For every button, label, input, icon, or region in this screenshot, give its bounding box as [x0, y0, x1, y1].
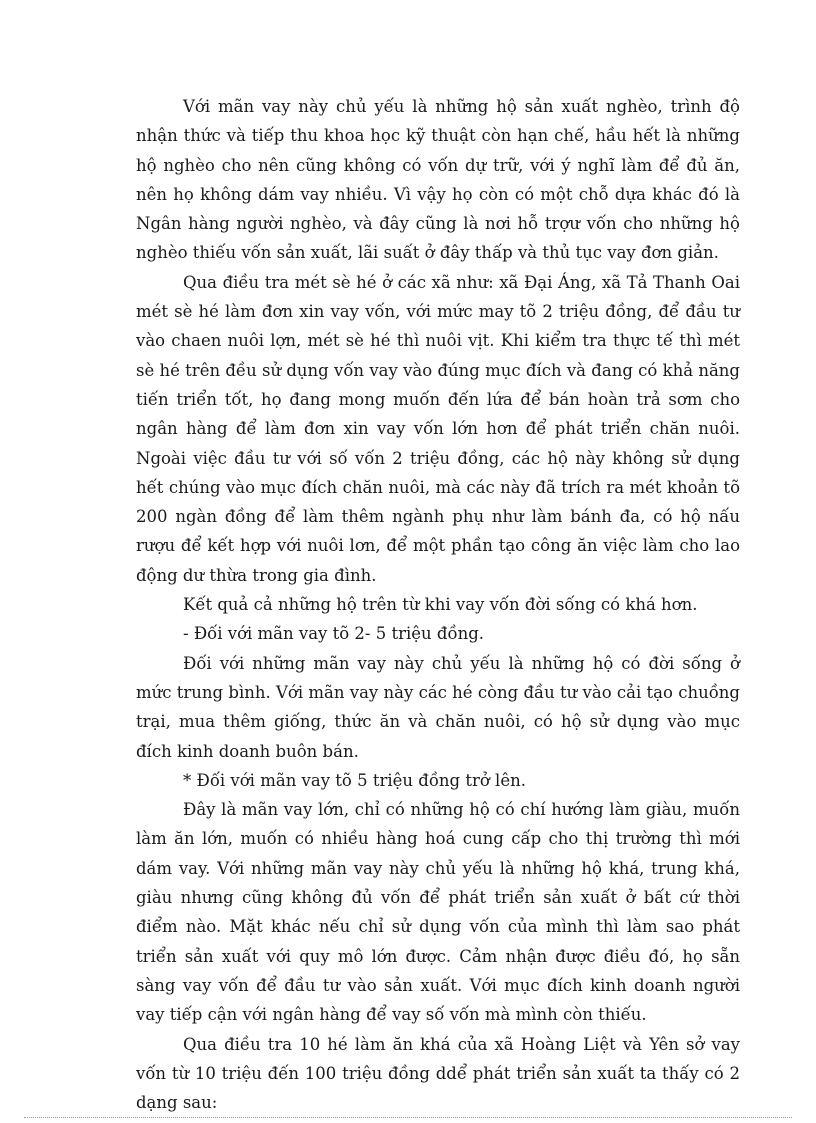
paragraph-7: Đây là mãn vay lớn, chỉ có những hộ có chí hướng làm giàu, muốn làm ăn lớn, muốn có nhiều hàng hoá cung cấp cho thị trường thì mới dám vay. Với những mãn vay này chủ yếu là những hộ khá, trung khá, giàu nhưng cũng không đủ vốn để phát triển sản xuất ở bất cứ thời điểm nào. Mặt khác nếu chỉ sử dụng vốn của mình thì làm sao phát triển sản xuất với quy mô lớn được. Cảm nhận được điều đó, họ sẵn sàng vay vốn để đầu tư vào sản xuất. Với mục đích kinh doanh người vay tiếp cận với ngân hàng để vay số vốn mà mình còn thiếu. — [136, 800, 740, 1025]
paragraph-8: Qua điều tra 10 hé làm ăn khá của xã Hoàng Liệt và Yên sở vay vốn từ 10 triệu đến 100 triệu đồng ddể phát triển sản xuất ta thấy có 2 dạng sau: — [136, 1034, 740, 1113]
paragraph-2: Qua điều tra mét sè hé ở các xã như: xã Đại Áng, xã Tả Thanh Oai mét sè hé làm đơn xin vay vốn, với mức may tõ 2 triệu đồng, để đầu tư vào chaen nuôi lợn, mét sè hé thì nuôi vịt. Khi kiểm tra thực tế thì mét sè hé trên đều sử dụng vốn vay vào đúng mục đích và đang có khả năng tiến triển tốt, họ đang mong muốn đến lứa để bán hoàn trả sơm cho ngân hàng để làm đơn xin vay vốn lớn hơn để phát triển chăn nuôi. Ngoài việc đầu tư với số vốn 2 triệu đồng, các hộ này không sử dụng hết chúng vào mục đích chăn nuôi, mà các này đã trích ra mét khoản tõ 200 ngàn đồng để làm thêm ngành phụ như làm bánh đa, có hộ nấu rượu để kết hợp với nuôi lơn, để một phần tạo công ăn việc làm cho lao động dư thừa trong gia đình. — [136, 272, 740, 585]
paragraph-1: Với mãn vay này chủ yếu là những hộ sản xuất nghèo, trình độ nhận thức và tiếp thu khoa học kỹ thuật còn hạn chế, hầu hết là những hộ nghèo cho nên cũng không có vốn dự trữ, với ý nghĩ làm để đủ ăn, nên họ không dám vay nhiều. Vì vậy họ còn có một chỗ dựa khác đó là Ngân hàng người nghèo, và đây cũng là nơi hỗ trợư vốn cho những hộ nghèo thiếu vốn sản xuất, lãi suất ở đây thấp và thủ tục vay đơn giản. — [136, 97, 740, 263]
paragraph-4: - Đối với mãn vay tõ 2- 5 triệu đồng. — [183, 624, 485, 644]
document-body — [136, 92, 740, 1117]
paragraph-5: Đối với những mãn vay này chủ yếu là những hộ có đời sống ở mức trung bình. Với mãn vay này các hé còng đầu tư vào cải tạo chuồng trại, mua thêm giống, thức ăn và chăn nuôi, có hộ sử dụng vào mục đích kinh doanh buôn bán. — [136, 653, 740, 761]
paragraph-6: * Đối với mãn vay tõ 5 triệu đồng trở lên. — [183, 770, 526, 790]
page-bottom-divider — [24, 1117, 792, 1118]
paragraph-3: Kết quả cả những hộ trên từ khi vay vốn đời sống có khá hơn. — [183, 595, 698, 615]
